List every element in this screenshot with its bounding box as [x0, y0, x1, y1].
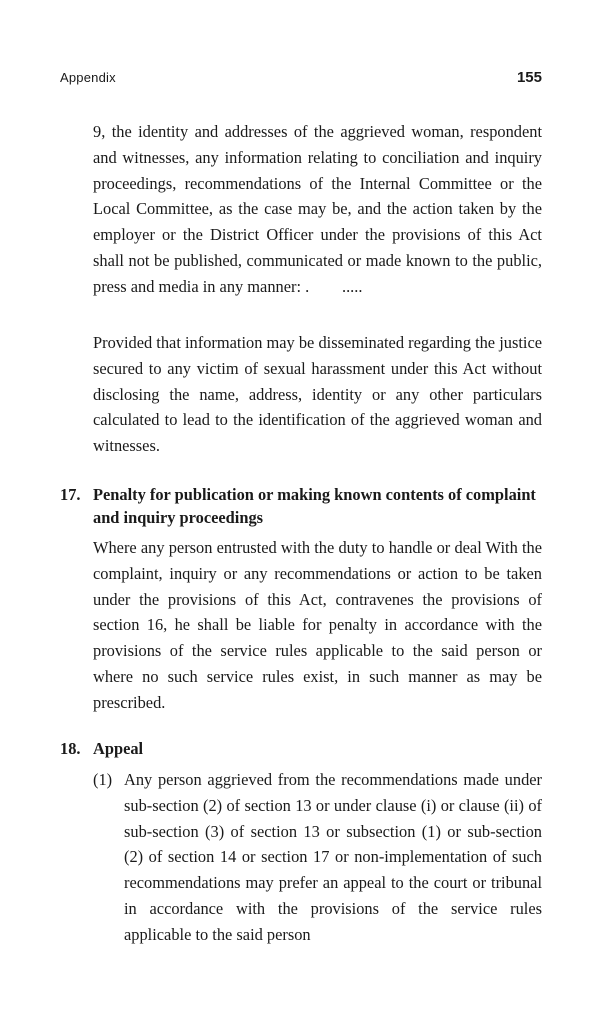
continuation-paragraph [93, 119, 547, 300]
proviso-paragraph [93, 330, 542, 459]
section-17-heading: Penalty for publication or making known contents of complaint and inquiry proceedings [93, 485, 536, 527]
continuation-text: 9, the identity and addresses of the aggrieved woman, respondent and witnesses, any information relating to conciliation and inquiry proceedings, recommendations of the Internal Committee or the Local Committee, as the case may be, and the action taken by the employer or the District Officer under the provisions of this Act shall not be published, communicated or made known to the public, press and media in any manner: . ..... [93, 122, 547, 296]
subsection-1-text: Any person aggrieved from the recommendations made under sub-section (2) of section 13 or under clause (i) or clause (ii) of sub-section (3) of section 13 or subsection (1) or sub-section (2) of section 14 or section 17 or non-implementation of such recommendations may prefer an appeal to the court or tribunal in accordance with the provisions of the service rules applicable to the said person [124, 770, 542, 944]
subsection-1-number: (1) [93, 770, 113, 789]
page-number: 155 [516, 69, 542, 86]
section-17-text: Where any person entrusted with the duty to handle or deal With the complaint, inquiry or any recommendations or action to be taken under the provisions of this Act, contravenes the provisions of section 16, he shall be liable for penalty in accordance with the provisions of the service rules applicable to the said person or where no such service rules exist, in such manner as may be prescribed. [93, 538, 542, 712]
section-18-heading: Appeal [93, 739, 144, 758]
subsection-1-body [124, 767, 542, 948]
proviso-text: Provided that information may be disseminated regarding the justice secured to any victim of sexual harassment under this Act without disclosing the name, address, identity or any other particulars calculated to lead to the identification of the aggrieved woman and witnesses. [93, 333, 542, 456]
section-18-number: 18. [60, 739, 81, 758]
section-17-number: 17. [60, 485, 81, 504]
section-17-body [93, 535, 542, 716]
running-head: Appendix [60, 70, 116, 85]
